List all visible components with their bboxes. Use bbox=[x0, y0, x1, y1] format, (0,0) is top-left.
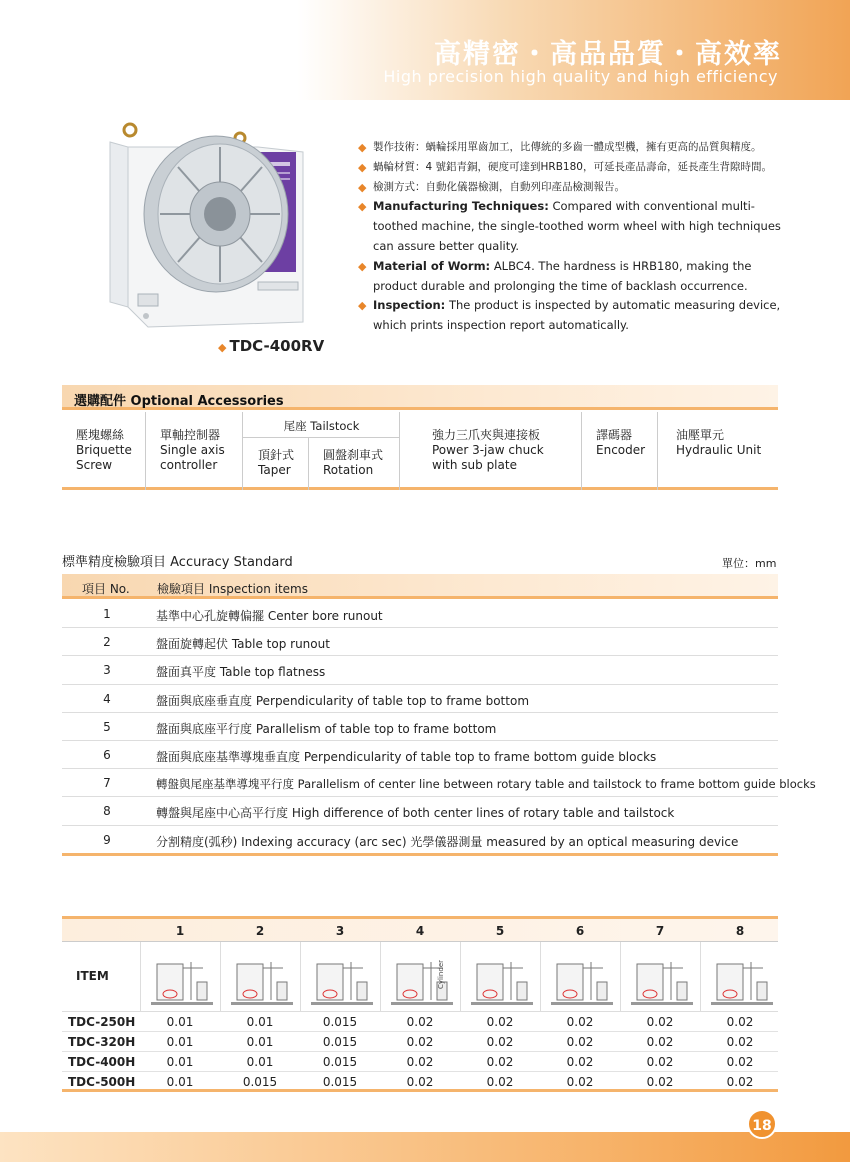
accuracy-row bbox=[62, 826, 778, 856]
tolerance-value: 0.02 bbox=[646, 1055, 674, 1069]
col-no-header: 項目 No. bbox=[82, 582, 130, 596]
accessory-en: Briquette bbox=[76, 443, 132, 457]
tolerance-row bbox=[62, 1032, 778, 1052]
inspection-diagram-icon bbox=[700, 942, 780, 1012]
column-number: 7 bbox=[655, 924, 665, 938]
diamond-bullet-icon: ◆ bbox=[358, 299, 367, 313]
feature-zh-2 bbox=[358, 158, 788, 178]
accuracy-row bbox=[62, 713, 778, 741]
accuracy-row bbox=[62, 797, 778, 825]
tolerance-table-body bbox=[62, 1012, 778, 1092]
column-number: 2 bbox=[255, 924, 265, 938]
tolerance-table-header bbox=[62, 916, 778, 942]
feature-zh-text: 製作技術：蝸輪採用單齒加工，比傳統的多齒一體成型機，擁有更高的品質與精度。 bbox=[373, 141, 762, 153]
feature-en-text: The product is inspected by automatic measuring device, which prints inspection report automatically. bbox=[373, 298, 781, 333]
column-number: 4 bbox=[415, 924, 425, 938]
accuracy-header-bar bbox=[62, 574, 778, 599]
tolerance-table bbox=[62, 916, 778, 1092]
tolerance-value: 0.02 bbox=[486, 1035, 514, 1049]
tailstock-taper bbox=[243, 438, 309, 490]
tolerance-value: 0.01 bbox=[246, 1055, 274, 1069]
accessory-zh: 單軸控制器 bbox=[160, 428, 221, 442]
accessory-zh: 譯碼器 bbox=[596, 428, 633, 442]
inspection-diagram-icon bbox=[540, 942, 620, 1012]
diamond-bullet-icon: ◆ bbox=[358, 200, 367, 214]
feature-zh-text: 檢測方式：自動化儀器檢測，自動列印產品檢測報告。 bbox=[373, 180, 625, 193]
inspection-diagram-icon bbox=[220, 942, 300, 1012]
accessory-zh: 油壓單元 bbox=[676, 428, 725, 442]
item-label: ITEM bbox=[76, 969, 109, 983]
accuracy-row bbox=[62, 656, 778, 684]
tolerance-value: 0.02 bbox=[406, 1015, 434, 1029]
feature-en-label: Material of Worm: bbox=[373, 258, 491, 273]
tolerance-value: 0.01 bbox=[166, 1015, 194, 1029]
accuracy-row-no: 9 bbox=[103, 832, 111, 847]
diamond-bullet-icon: ◆ bbox=[358, 259, 367, 273]
tolerance-value: 0.02 bbox=[566, 1035, 594, 1049]
tolerance-value: 0.02 bbox=[726, 1015, 754, 1029]
accuracy-unit: 單位：mm bbox=[722, 557, 777, 570]
feature-zh-3 bbox=[358, 178, 788, 198]
diamond-bullet-icon: ◆ bbox=[358, 180, 367, 194]
tolerance-row bbox=[62, 1052, 778, 1072]
col-items-header: 檢驗項目 Inspection items bbox=[157, 582, 308, 596]
feature-zh-text: 蝸輪材質：4 號鋁青銅，硬度可達到HRB180，可延長產品壽命，延長產生背隙時間。 bbox=[373, 160, 772, 173]
tolerance-value: 0.01 bbox=[166, 1035, 194, 1049]
accuracy-row-text: 盤面與底座基準導塊垂直度 Perpendicularity of table top to frame bottom guide blocks bbox=[156, 749, 657, 764]
column-number: 6 bbox=[575, 924, 585, 938]
header-banner bbox=[0, 0, 850, 100]
tolerance-value: 0.02 bbox=[726, 1055, 754, 1069]
accuracy-row-text: 盤面與底座垂直度 Perpendicularity of table top to frame bottom bbox=[156, 693, 530, 708]
tolerance-value: 0.02 bbox=[566, 1075, 594, 1089]
accuracy-row-text: 盤面與底座平行度 Parallelism of table top to frame bottom bbox=[156, 721, 497, 736]
accessory-en: Single axis bbox=[160, 443, 225, 457]
accessory-en: Screw bbox=[76, 458, 113, 472]
accuracy-row-text: 盤面真平度 Table top flatness bbox=[156, 665, 326, 680]
tolerance-value: 0.02 bbox=[566, 1055, 594, 1069]
tolerance-value: 0.01 bbox=[166, 1075, 194, 1089]
diamond-bullet-icon: ◆ bbox=[358, 160, 367, 174]
tolerance-value: 0.01 bbox=[166, 1055, 194, 1069]
tolerance-value: 0.015 bbox=[322, 1015, 358, 1029]
tolerance-value: 0.02 bbox=[646, 1015, 674, 1029]
header-title-zh: 高精密・高品品質・高效率 bbox=[434, 39, 782, 70]
tolerance-value: 0.02 bbox=[406, 1035, 434, 1049]
header-title-en: High precision high quality and high efficiency bbox=[383, 67, 778, 86]
inspection-diagram-icon bbox=[300, 942, 380, 1012]
tailstock-header: 尾座 Tailstock bbox=[243, 412, 400, 438]
model-name: TDC-500H bbox=[68, 1075, 136, 1089]
feature-en-3 bbox=[358, 296, 788, 336]
accuracy-row bbox=[62, 741, 778, 769]
feature-en-label: Inspection: bbox=[373, 298, 446, 313]
accessories-table bbox=[62, 412, 778, 490]
accessory-en: Power 3-jaw chuck bbox=[432, 443, 544, 457]
accessories-title: 選購配件 Optional Accessories bbox=[74, 394, 284, 409]
accuracy-row-no: 8 bbox=[103, 804, 111, 819]
tolerance-value: 0.015 bbox=[242, 1075, 278, 1089]
accuracy-row-no: 2 bbox=[103, 635, 111, 650]
inspection-diagram-icon bbox=[140, 942, 220, 1012]
feature-en-text: ALBC4. The hardness is HRB180, making the product durable and prolonging the time of backlash occurrence. bbox=[373, 258, 752, 293]
accuracy-row-no: 7 bbox=[103, 776, 111, 791]
accuracy-row-no: 4 bbox=[103, 691, 111, 706]
accuracy-title: 標準精度檢驗項目 Accuracy Standard bbox=[62, 555, 293, 570]
cylinder-label: Cylinder bbox=[437, 960, 445, 989]
rotation-zh: 圓盤刹車式 bbox=[323, 448, 384, 462]
column-number: 3 bbox=[335, 924, 345, 938]
accuracy-table bbox=[62, 600, 816, 856]
accuracy-row-text: 轉盤與尾座基準導塊平行度 Parallelism of center line between rotary table and tailstock to frame bottom guide blocks bbox=[156, 777, 816, 792]
model-name: TDC-250H bbox=[68, 1015, 136, 1029]
column-number: 8 bbox=[735, 924, 745, 938]
tolerance-value: 0.02 bbox=[406, 1075, 434, 1089]
accessory-en: controller bbox=[160, 458, 218, 472]
product-model-label bbox=[218, 337, 324, 355]
accessory-zh: 強力三爪夾與連接板 bbox=[432, 428, 541, 442]
tolerance-value: 0.02 bbox=[566, 1015, 594, 1029]
accuracy-row bbox=[62, 628, 778, 656]
tolerance-value: 0.015 bbox=[322, 1035, 358, 1049]
product-image bbox=[108, 122, 313, 332]
accuracy-row-text: 分割精度(弧秒) Indexing accuracy (arc sec) 光學儀器測量 measured by an optical measuring device bbox=[156, 834, 739, 849]
accuracy-row bbox=[62, 769, 816, 797]
tolerance-value: 0.02 bbox=[726, 1075, 754, 1089]
tailstock-rotation bbox=[309, 438, 400, 490]
diamond-bullet-icon: ◆ bbox=[358, 141, 367, 154]
footer-band bbox=[0, 1132, 850, 1162]
accessory-en: with sub plate bbox=[432, 458, 517, 472]
tolerance-value: 0.02 bbox=[486, 1015, 514, 1029]
accessory-cell bbox=[658, 412, 778, 490]
inspection-diagram-icon bbox=[380, 942, 460, 1012]
accuracy-row bbox=[62, 600, 778, 628]
accessory-cell bbox=[62, 412, 146, 490]
tolerance-value: 0.01 bbox=[246, 1015, 274, 1029]
tolerance-value: 0.02 bbox=[646, 1035, 674, 1049]
column-number: 1 bbox=[175, 924, 185, 938]
accuracy-row-text: 基準中心孔旋轉偏擺 Center bore runout bbox=[156, 609, 383, 623]
tolerance-row bbox=[62, 1072, 778, 1092]
product-model-text: TDC-400RV bbox=[229, 337, 325, 355]
rotation-en: Rotation bbox=[323, 463, 374, 477]
page-number: 18 bbox=[747, 1109, 777, 1139]
column-number: 5 bbox=[495, 924, 505, 938]
feature-zh-1 bbox=[358, 138, 788, 158]
accessories-header-bar bbox=[62, 385, 778, 410]
accuracy-row-no: 5 bbox=[103, 719, 111, 734]
accuracy-row bbox=[62, 685, 778, 713]
accessory-zh: 壓塊螺絲 bbox=[76, 428, 125, 442]
tolerance-value: 0.02 bbox=[486, 1075, 514, 1089]
feature-en-text: Compared with conventional multi-toothed machine, the single-toothed worm wheel with high techniques can assure better quality. bbox=[373, 199, 781, 253]
tolerance-value: 0.015 bbox=[322, 1055, 358, 1069]
tolerance-icons-row bbox=[62, 942, 778, 1012]
tolerance-value: 0.02 bbox=[486, 1055, 514, 1069]
inspection-diagram-icon bbox=[460, 942, 540, 1012]
accessory-cell bbox=[146, 412, 243, 490]
accessory-cell bbox=[582, 412, 658, 490]
accuracy-row-text: 轉盤與尾座中心高平行度 High difference of both center lines of rotary table and tailstock bbox=[156, 806, 675, 821]
feature-en-label: Manufacturing Techniques: bbox=[373, 199, 549, 214]
accuracy-row-text: 盤面旋轉起伏 Table top runout bbox=[156, 637, 330, 652]
accuracy-row-no: 3 bbox=[103, 663, 111, 678]
inspection-diagram-icon bbox=[620, 942, 700, 1012]
features-list bbox=[358, 138, 788, 336]
accessory-en: Hydraulic Unit bbox=[676, 443, 762, 457]
diamond-bullet-icon: ◆ bbox=[218, 341, 227, 354]
accuracy-row-no: 1 bbox=[103, 607, 111, 621]
model-name: TDC-400H bbox=[68, 1055, 136, 1069]
tolerance-row bbox=[62, 1012, 778, 1032]
tolerance-value: 0.02 bbox=[646, 1075, 674, 1089]
accessory-cell bbox=[400, 412, 582, 490]
taper-zh: 頂針式 bbox=[258, 448, 295, 462]
accuracy-row-no: 6 bbox=[103, 747, 111, 762]
taper-en: Taper bbox=[258, 463, 291, 477]
tolerance-value: 0.02 bbox=[726, 1035, 754, 1049]
model-name: TDC-320H bbox=[68, 1035, 136, 1049]
tailstock-cell bbox=[243, 412, 400, 490]
feature-en-2 bbox=[358, 257, 788, 297]
feature-en-1 bbox=[358, 197, 788, 256]
tolerance-value: 0.02 bbox=[406, 1055, 434, 1069]
tolerance-value: 0.015 bbox=[322, 1075, 358, 1089]
tolerance-value: 0.01 bbox=[246, 1035, 274, 1049]
accessory-en: Encoder bbox=[596, 443, 646, 457]
